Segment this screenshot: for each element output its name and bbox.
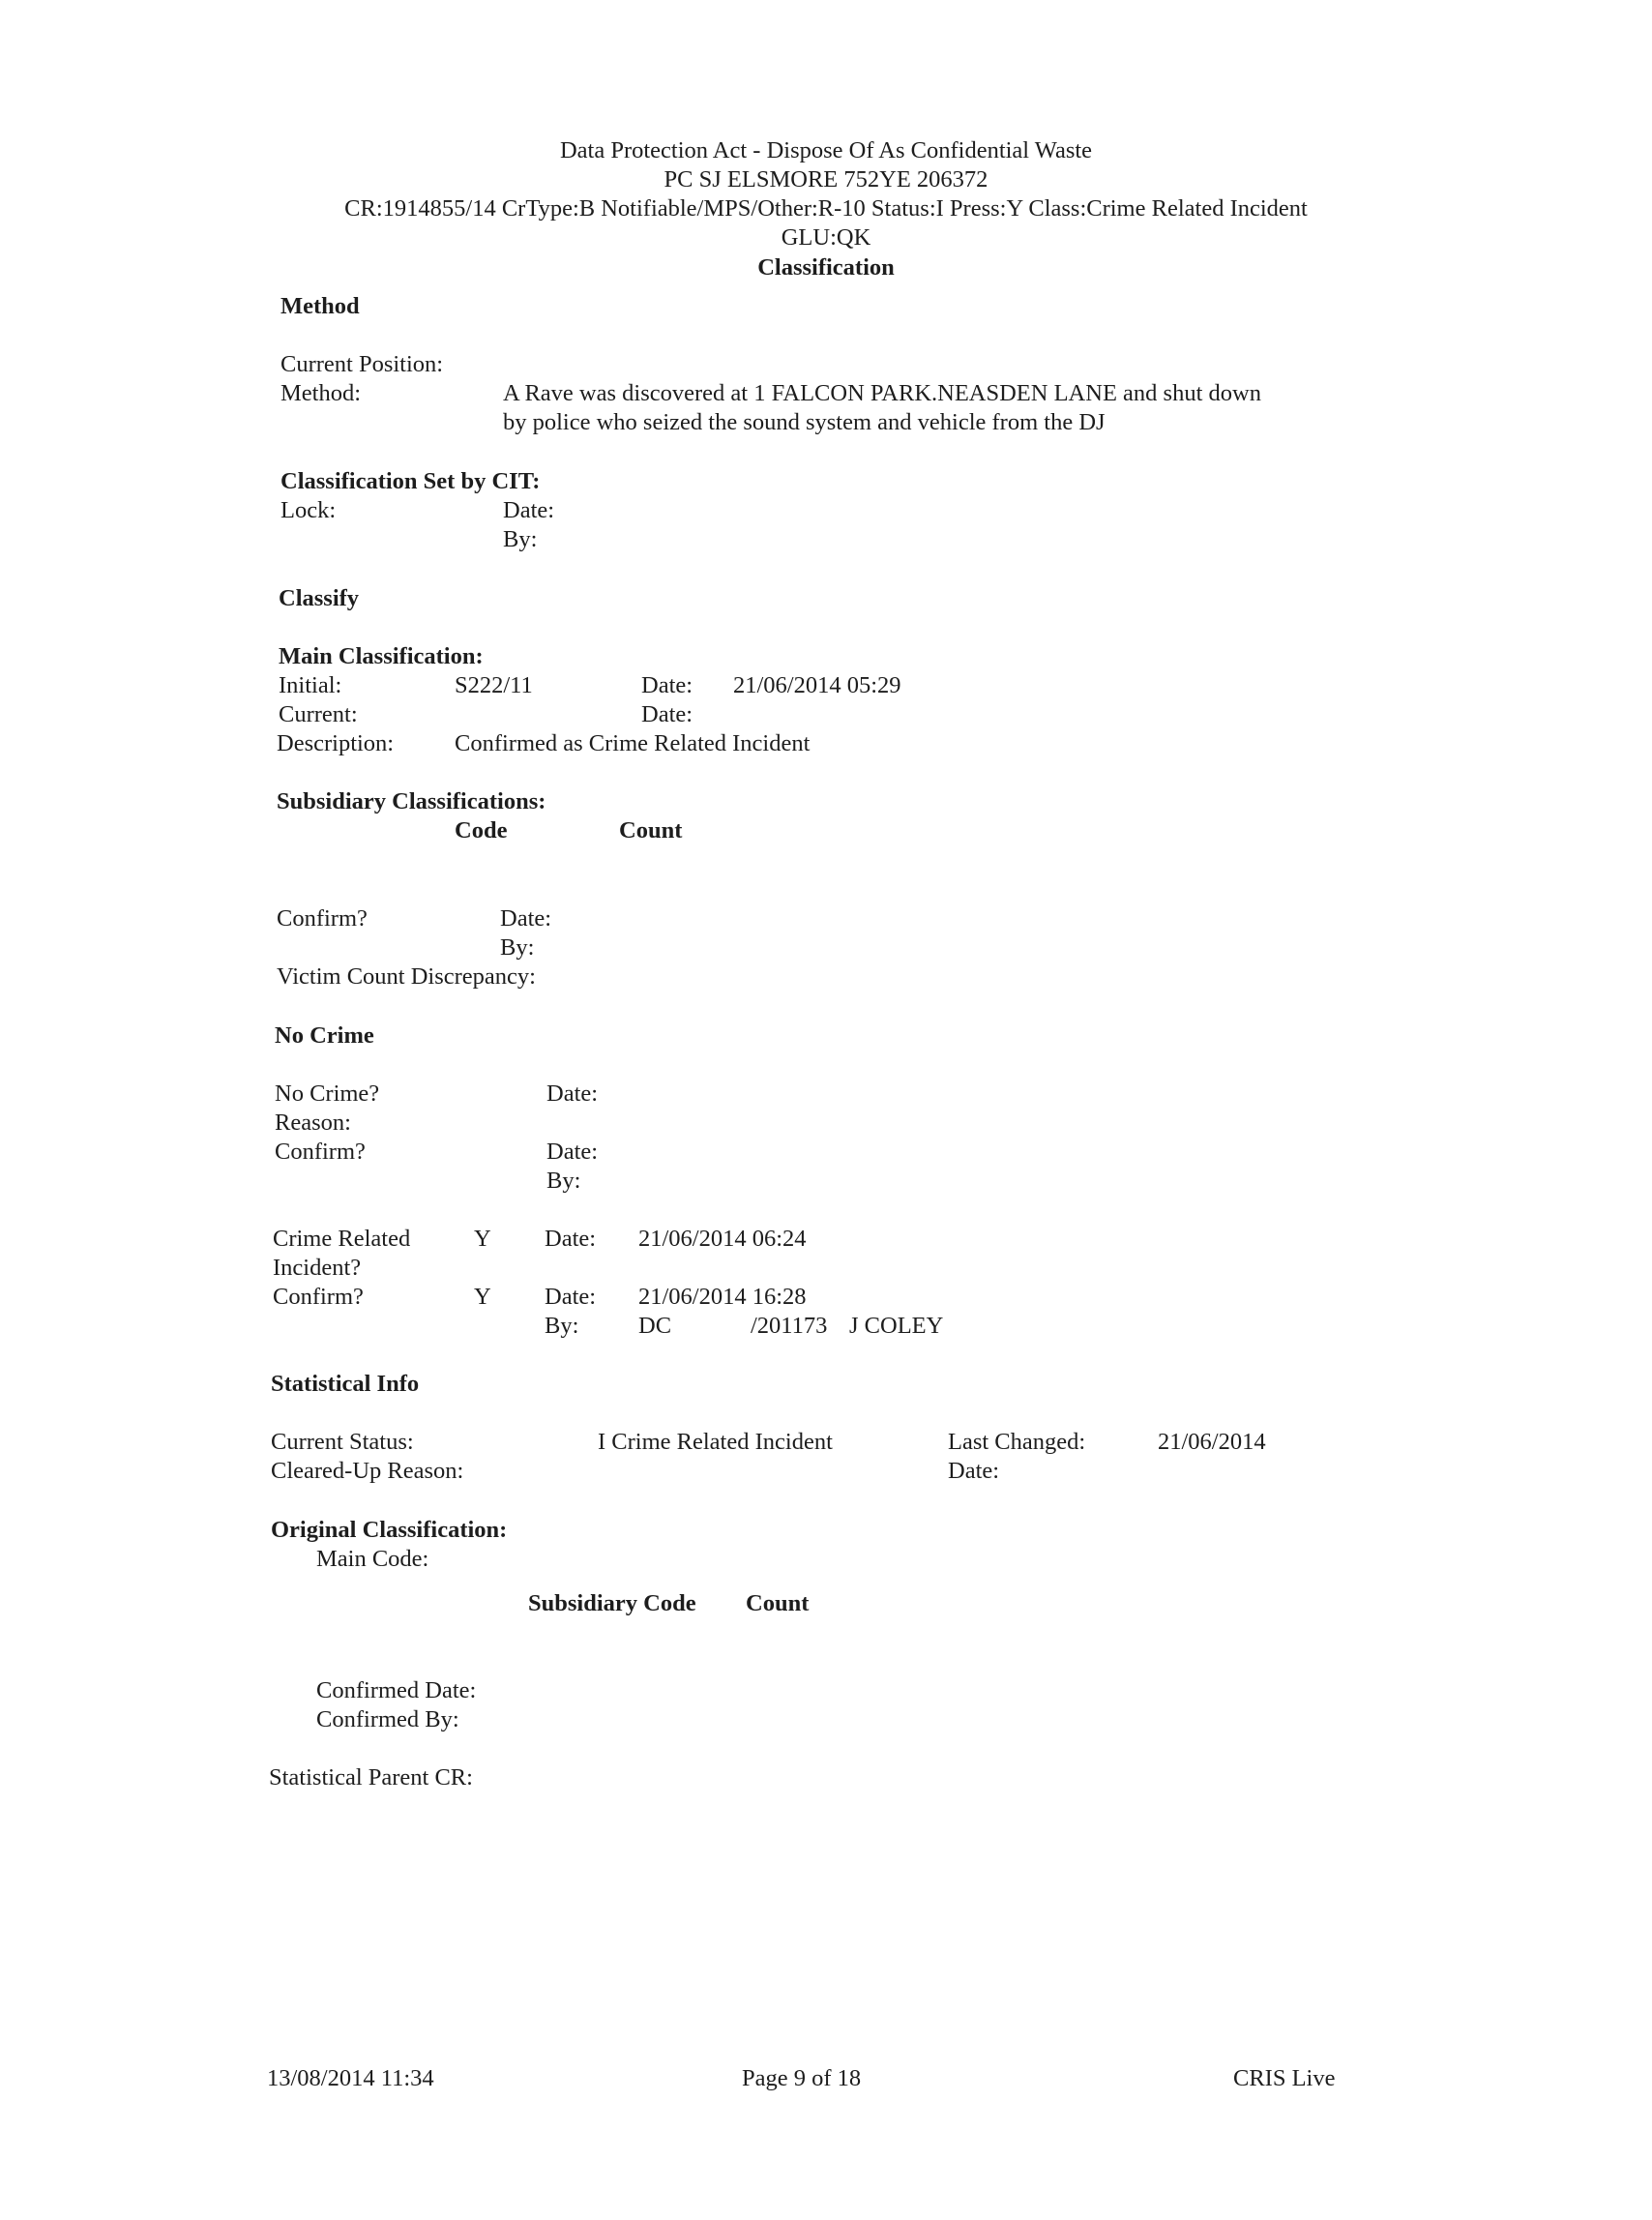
footer-timestamp: 13/08/2014 11:34 [267,2065,434,2091]
cri-date-label: Date: [545,1226,597,1252]
current-label: Current: [279,701,358,727]
initial-date: 21/06/2014 05:29 [733,672,901,698]
initial-date-label: Date: [641,672,693,698]
no-crime-confirm-label: Confirm? [275,1139,366,1165]
cri-confirm-date-label: Date: [545,1284,597,1310]
cri-by-name: J COLEY [849,1313,944,1339]
initial-code: S222/11 [455,672,533,698]
current-status-value: I Crime Related Incident [598,1429,833,1455]
classify-heading: Classify [279,585,360,611]
subsidiary-count-header: Count [619,817,683,844]
statistical-date-label: Date: [948,1458,1000,1484]
cleared-up-reason-label: Cleared-Up Reason: [271,1458,464,1484]
current-status-label: Current Status: [271,1429,414,1455]
cri-label-line-1: Crime Related [273,1226,411,1252]
cri-confirm-label: Confirm? [273,1284,364,1310]
header-officer: PC SJ ELSMORE 752YE 206372 [664,166,988,192]
footer-system-name: CRIS Live [1233,2065,1336,2091]
header-crime-reference: CR:1914855/14 CrType:B Notifiable/MPS/Other:R-10 Status:I Press:Y Class:Crime Related Incident [344,195,1308,222]
method-label: Method: [280,380,362,406]
header-notice: Data Protection Act - Dispose Of As Confidential Waste [559,137,1093,163]
no-crime-label: No Crime? [275,1080,380,1107]
current-position-label: Current Position: [280,351,444,377]
footer-page-number: Page 9 of 18 [742,2065,862,2091]
description-value: Confirmed as Crime Related Incident [455,730,811,756]
last-changed-label: Last Changed: [948,1429,1086,1455]
cri-date: 21/06/2014 06:24 [638,1226,807,1252]
original-count-header: Count [746,1590,810,1616]
cri-by-id: /201173 [751,1313,828,1339]
reason-label: Reason: [275,1110,351,1136]
no-crime-confirm-date-label: Date: [546,1139,599,1165]
original-subsidiary-code-header: Subsidiary Code [528,1590,696,1616]
lock-label: Lock: [280,497,337,523]
method-text-line-2: by police who seized the sound system and vehicle from the DJ [503,409,1106,435]
subsidiary-confirm-label: Confirm? [277,905,368,932]
subsidiary-heading: Subsidiary Classifications: [277,788,546,814]
main-classification-heading: Main Classification: [279,643,484,669]
description-label: Description: [277,730,395,756]
cri-by-rank: DC [638,1313,672,1339]
cri-label-line-2: Incident? [273,1255,362,1281]
subsidiary-code-header: Code [455,817,508,844]
subsidiary-date-label: Date: [500,905,552,932]
cit-date-label: Date: [503,497,555,523]
cri-by-label: By: [545,1313,579,1339]
initial-label: Initial: [279,672,342,698]
statistical-parent-cr-label: Statistical Parent CR: [269,1764,473,1791]
main-code-label: Main Code: [316,1546,429,1572]
page-title: Classification [757,254,895,281]
statistical-heading: Statistical Info [271,1371,420,1397]
cit-heading: Classification Set by CIT: [280,468,541,494]
method-heading: Method [280,293,360,319]
victim-count-label: Victim Count Discrepancy: [277,963,536,990]
cri-value: Y [474,1226,491,1252]
no-crime-heading: No Crime [275,1022,374,1049]
subsidiary-by-label: By: [500,934,535,961]
cri-confirm-value: Y [474,1284,491,1310]
original-classification-heading: Original Classification: [271,1517,508,1543]
cit-by-label: By: [503,526,538,552]
confirmed-by-label: Confirmed By: [316,1706,459,1732]
no-crime-by-label: By: [546,1168,581,1194]
no-crime-date-label: Date: [546,1080,599,1107]
cri-confirm-date: 21/06/2014 16:28 [638,1284,807,1310]
header-glu: GLU:QK [781,224,871,251]
confirmed-date-label: Confirmed Date: [316,1677,477,1703]
current-date-label: Date: [641,701,693,727]
last-changed-value: 21/06/2014 [1158,1429,1266,1455]
method-text-line-1: A Rave was discovered at 1 FALCON PARK.NEASDEN LANE and shut down [503,380,1261,406]
